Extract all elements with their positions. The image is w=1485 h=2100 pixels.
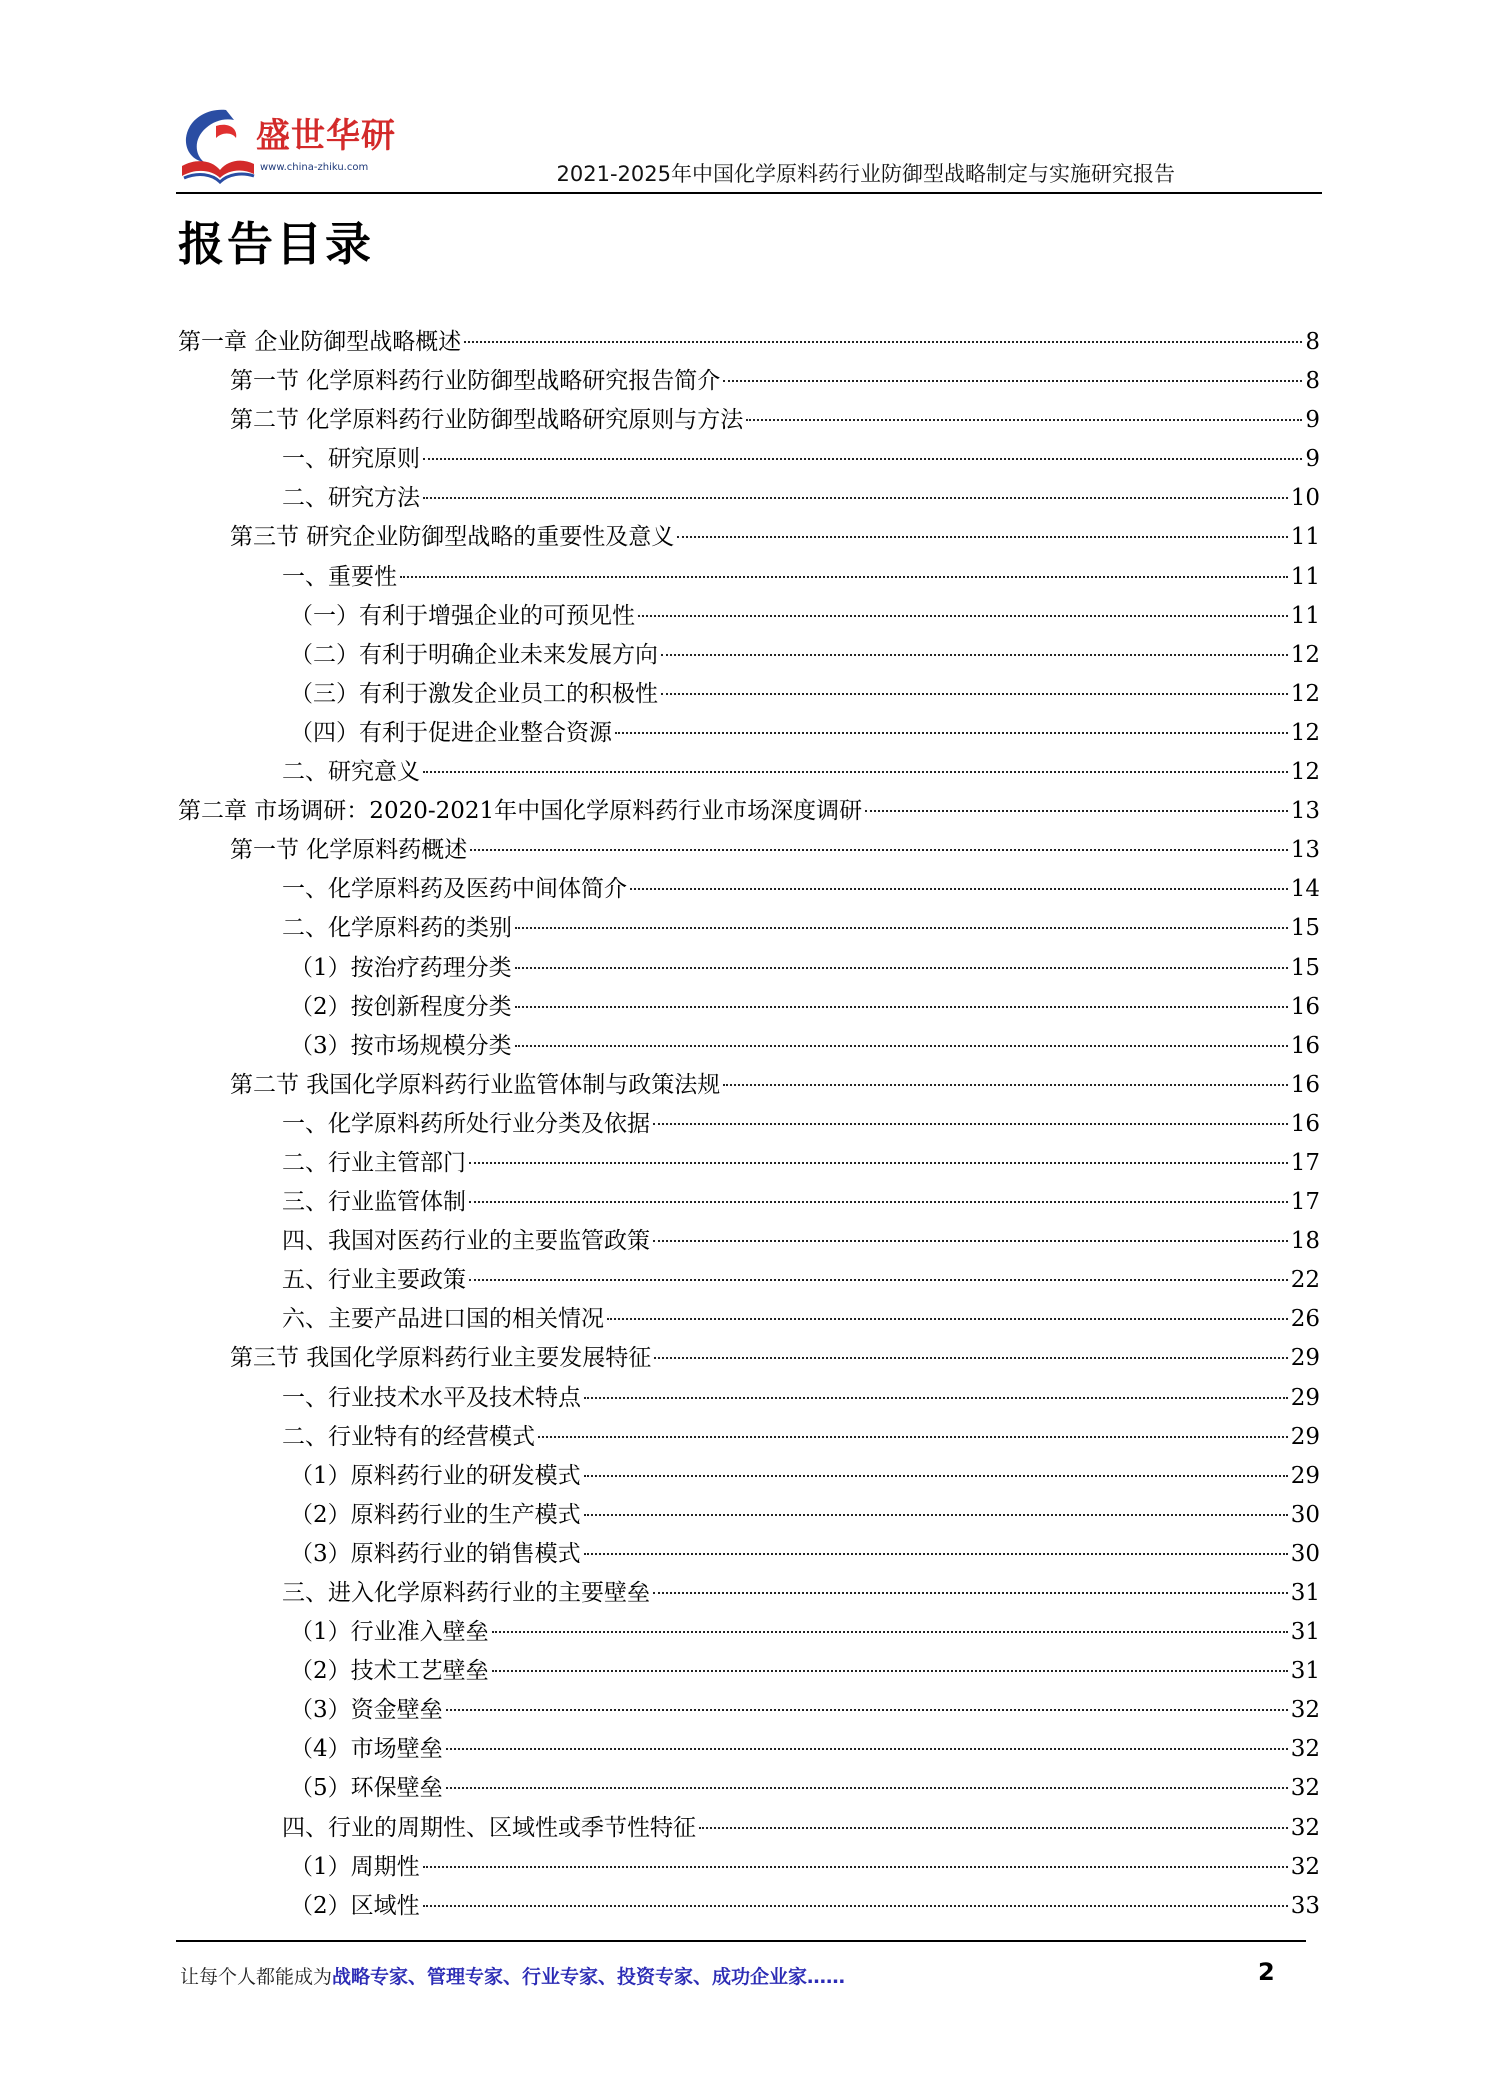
toc-entry-page: 13 bbox=[1290, 837, 1320, 864]
toc-entry-page: 8 bbox=[1305, 368, 1320, 395]
toc-entry-title: （3）按市场规模分类 bbox=[290, 1032, 512, 1059]
toc-entry[interactable] bbox=[178, 949, 1320, 988]
toc-entry-page: 17 bbox=[1290, 1189, 1320, 1216]
toc-dot-leader bbox=[446, 1748, 1288, 1750]
toc-entry-page: 32 bbox=[1290, 1697, 1320, 1724]
toc-entry[interactable] bbox=[178, 792, 1320, 831]
toc-entry-page: 30 bbox=[1290, 1540, 1320, 1567]
toc-entry[interactable] bbox=[178, 753, 1320, 792]
toc-dot-leader bbox=[423, 771, 1288, 773]
toc-dot-leader bbox=[492, 1631, 1288, 1633]
toc-entry-page: 18 bbox=[1290, 1228, 1320, 1255]
toc-entry[interactable] bbox=[178, 1339, 1320, 1378]
toc-entry-title: （1）周期性 bbox=[290, 1853, 420, 1880]
toc-dot-leader bbox=[446, 1709, 1288, 1711]
toc-entry-title: （2）技术工艺壁垒 bbox=[290, 1658, 489, 1685]
toc-dot-leader bbox=[469, 1201, 1288, 1203]
toc-entry-page: 13 bbox=[1290, 798, 1320, 825]
toc-entry-title: 六、主要产品进口国的相关情况 bbox=[282, 1306, 604, 1333]
toc-entry-page: 22 bbox=[1290, 1267, 1320, 1294]
toc-dot-leader bbox=[723, 380, 1302, 382]
toc-dot-leader bbox=[423, 458, 1302, 460]
toc-entry-page: 12 bbox=[1290, 680, 1320, 707]
toc-entry-title: （3）原料药行业的销售模式 bbox=[290, 1540, 581, 1567]
toc-entry[interactable] bbox=[178, 1183, 1320, 1222]
toc-entry[interactable] bbox=[178, 870, 1320, 909]
toc-entry-page: 15 bbox=[1290, 954, 1320, 981]
toc-entry-page: 8 bbox=[1305, 329, 1320, 355]
toc-entry-page: 10 bbox=[1290, 485, 1320, 512]
toc-entry-title: （一）有利于增强企业的可预见性 bbox=[290, 602, 635, 629]
toc-dot-leader bbox=[630, 888, 1288, 890]
logo-name: 盛世华研 bbox=[256, 116, 396, 156]
toc-entry-page: 29 bbox=[1290, 1462, 1320, 1489]
toc-dot-leader bbox=[654, 1357, 1287, 1359]
toc-entry-title: （二）有利于明确企业未来发展方向 bbox=[290, 641, 658, 668]
toc-entry[interactable] bbox=[178, 1027, 1320, 1066]
toc-entry[interactable] bbox=[178, 1300, 1320, 1339]
toc-dot-leader bbox=[699, 1827, 1288, 1829]
toc-entry-page: 32 bbox=[1290, 1853, 1320, 1880]
toc-entry[interactable] bbox=[178, 1066, 1320, 1105]
toc-entry-title: 四、行业的周期性、区域性或季节性特征 bbox=[282, 1814, 696, 1841]
toc-entry-title: 第二章 市场调研：2020-2021年中国化学原料药行业市场深度调研 bbox=[178, 798, 863, 825]
toc-entry[interactable] bbox=[178, 636, 1320, 675]
toc-entry-page: 31 bbox=[1290, 1580, 1320, 1606]
toc-entry[interactable] bbox=[178, 988, 1320, 1027]
toc-entry-title: 第一节 化学原料药概述 bbox=[230, 837, 468, 864]
toc-entry-title: 一、化学原料药所处行业分类及依据 bbox=[282, 1110, 650, 1137]
toc-entry-title: （3）资金壁垒 bbox=[290, 1697, 443, 1724]
toc-entry-title: （2）按创新程度分类 bbox=[290, 993, 512, 1020]
toc-dot-leader bbox=[723, 1084, 1287, 1086]
toc-dot-leader bbox=[423, 1866, 1288, 1868]
toc-entry-title: （4）市场壁垒 bbox=[290, 1736, 443, 1763]
toc-dot-leader bbox=[423, 497, 1288, 499]
toc-entry-title: 四、我国对医药行业的主要监管政策 bbox=[282, 1228, 650, 1255]
toc-dot-leader bbox=[492, 1670, 1288, 1672]
toc-dot-leader bbox=[653, 1592, 1288, 1594]
toc-entry[interactable] bbox=[178, 1496, 1320, 1535]
toc-entry-title: （三）有利于激发企业员工的积极性 bbox=[290, 680, 658, 707]
toc-entry-title: 一、化学原料药及医药中间体简介 bbox=[282, 876, 627, 903]
toc-dot-leader bbox=[400, 576, 1288, 578]
toc-dot-leader bbox=[446, 1787, 1288, 1789]
toc-entry[interactable] bbox=[178, 1418, 1320, 1457]
toc-entry-page: 17 bbox=[1290, 1149, 1320, 1176]
toc-entry-title: 第三节 我国化学原料药行业主要发展特征 bbox=[230, 1345, 652, 1372]
toc-entry-title: 二、研究意义 bbox=[282, 759, 420, 786]
logo-url: www.china-zhiku.com bbox=[260, 162, 369, 173]
toc-dot-leader bbox=[661, 693, 1288, 695]
toc-entry-title: 一、重要性 bbox=[282, 563, 397, 590]
toc-entry-page: 26 bbox=[1290, 1306, 1320, 1333]
report-title: 2021-2025年中国化学原料药行业防御型战略制定与实施研究报告 bbox=[556, 162, 1175, 186]
toc-entry-page: 12 bbox=[1290, 759, 1320, 786]
toc-dot-leader bbox=[470, 849, 1287, 851]
toc-entry-page: 33 bbox=[1290, 1892, 1320, 1919]
toc-dot-leader bbox=[677, 536, 1287, 538]
toc-entry-title: 二、研究方法 bbox=[282, 485, 420, 512]
logo-emblem-icon bbox=[176, 104, 256, 186]
toc-entry[interactable] bbox=[178, 558, 1320, 597]
toc-entry-title: （2）原料药行业的生产模式 bbox=[290, 1501, 581, 1528]
toc-entry-page: 9 bbox=[1305, 407, 1320, 434]
toc-entry[interactable] bbox=[178, 1809, 1320, 1848]
toc-entry-page: 16 bbox=[1290, 1110, 1320, 1137]
toc-entry[interactable] bbox=[178, 362, 1320, 401]
toc-dot-leader bbox=[538, 1436, 1288, 1438]
table-of-contents bbox=[178, 323, 1320, 1926]
page-number: 2 bbox=[1258, 1958, 1275, 1986]
toc-entry-page: 16 bbox=[1290, 1032, 1320, 1059]
toc-dot-leader bbox=[584, 1514, 1288, 1516]
toc-dot-leader bbox=[469, 1279, 1288, 1281]
toc-entry[interactable] bbox=[178, 714, 1320, 753]
toc-entry-title: 一、研究原则 bbox=[282, 446, 420, 473]
toc-entry[interactable] bbox=[178, 1261, 1320, 1300]
toc-entry[interactable] bbox=[178, 909, 1320, 948]
toc-dot-leader bbox=[746, 419, 1302, 421]
toc-entry[interactable] bbox=[178, 1379, 1320, 1418]
toc-entry-page: 11 bbox=[1290, 563, 1320, 590]
toc-entry[interactable] bbox=[178, 1222, 1320, 1261]
toc-entry-title: 第一节 化学原料药行业防御型战略研究报告简介 bbox=[230, 368, 721, 395]
toc-entry[interactable] bbox=[178, 1769, 1320, 1808]
toc-entry-title: 五、行业主要政策 bbox=[282, 1267, 466, 1294]
footer-slogan-roles: 战略专家、管理专家、行业专家、投资专家、成功企业家…… bbox=[332, 1966, 846, 1988]
toc-entry-title: 第一章 企业防御型战略概述 bbox=[178, 329, 462, 355]
toc-entry[interactable] bbox=[178, 1730, 1320, 1769]
toc-entry-title: 二、行业主管部门 bbox=[282, 1149, 466, 1176]
toc-entry-page: 9 bbox=[1305, 446, 1320, 473]
toc-entry-page: 31 bbox=[1290, 1619, 1320, 1646]
header-divider bbox=[176, 192, 1322, 194]
toc-entry[interactable] bbox=[178, 1848, 1320, 1887]
footer-slogan-prefix: 让每个人都能成为 bbox=[180, 1966, 333, 1988]
toc-entry[interactable] bbox=[178, 1887, 1320, 1926]
toc-entry[interactable] bbox=[178, 323, 1320, 362]
page-heading: 报告目录 bbox=[178, 217, 374, 271]
toc-dot-leader bbox=[607, 1318, 1288, 1320]
toc-dot-leader bbox=[584, 1397, 1288, 1399]
footer-divider bbox=[176, 1940, 1306, 1942]
toc-entry-page: 12 bbox=[1290, 719, 1320, 746]
toc-entry-page: 31 bbox=[1290, 1658, 1320, 1685]
toc-entry-page: 32 bbox=[1290, 1814, 1320, 1841]
toc-entry-title: 二、化学原料药的类别 bbox=[282, 915, 512, 942]
toc-entry-title: （2）区域性 bbox=[290, 1892, 420, 1919]
toc-entry-page: 32 bbox=[1290, 1775, 1320, 1802]
toc-entry-title: 二、行业特有的经营模式 bbox=[282, 1423, 535, 1450]
company-logo bbox=[176, 104, 416, 186]
toc-dot-leader bbox=[865, 810, 1288, 812]
toc-entry-page: 29 bbox=[1290, 1423, 1320, 1450]
toc-entry-title: 第三节 研究企业防御型战略的重要性及意义 bbox=[230, 524, 675, 551]
toc-entry-page: 12 bbox=[1290, 641, 1320, 668]
footer-slogan bbox=[180, 1962, 845, 1989]
toc-entry[interactable] bbox=[178, 1535, 1320, 1574]
toc-dot-leader bbox=[464, 341, 1302, 343]
toc-entry-page: 32 bbox=[1290, 1736, 1320, 1763]
toc-dot-leader bbox=[661, 654, 1288, 656]
toc-dot-leader bbox=[653, 1123, 1288, 1125]
toc-entry-page: 14 bbox=[1290, 876, 1320, 903]
toc-entry[interactable] bbox=[178, 597, 1320, 636]
toc-dot-leader bbox=[469, 1162, 1288, 1164]
toc-entry-page: 15 bbox=[1290, 915, 1320, 942]
toc-entry[interactable] bbox=[178, 1574, 1320, 1613]
toc-entry-title: 一、行业技术水平及技术特点 bbox=[282, 1384, 581, 1411]
toc-dot-leader bbox=[584, 1553, 1288, 1555]
toc-dot-leader bbox=[515, 967, 1288, 969]
toc-entry[interactable] bbox=[178, 1691, 1320, 1730]
toc-entry-title: 第二节 我国化学原料药行业监管体制与政策法规 bbox=[230, 1071, 721, 1098]
toc-entry[interactable] bbox=[178, 1652, 1320, 1691]
toc-entry[interactable] bbox=[178, 1457, 1320, 1496]
toc-dot-leader bbox=[423, 1905, 1288, 1907]
toc-dot-leader bbox=[653, 1240, 1288, 1242]
toc-entry-title: 三、进入化学原料药行业的主要壁垒 bbox=[282, 1580, 650, 1606]
toc-entry-page: 16 bbox=[1290, 1071, 1320, 1098]
toc-dot-leader bbox=[615, 732, 1288, 734]
toc-entry-title: （1）按治疗药理分类 bbox=[290, 954, 512, 981]
toc-entry[interactable] bbox=[178, 1105, 1320, 1144]
toc-entry[interactable] bbox=[178, 831, 1320, 870]
toc-entry-title: （1）行业准入壁垒 bbox=[290, 1619, 489, 1646]
toc-entry-page: 11 bbox=[1290, 524, 1320, 551]
toc-entry[interactable] bbox=[178, 479, 1320, 518]
toc-dot-leader bbox=[515, 1006, 1288, 1008]
toc-dot-leader bbox=[515, 1045, 1288, 1047]
toc-entry-page: 29 bbox=[1290, 1384, 1320, 1411]
toc-entry-title: 三、行业监管体制 bbox=[282, 1189, 466, 1216]
toc-entry[interactable] bbox=[178, 440, 1320, 479]
toc-entry-title: （四）有利于促进企业整合资源 bbox=[290, 719, 612, 746]
toc-entry[interactable] bbox=[178, 518, 1320, 557]
toc-entry-page: 16 bbox=[1290, 993, 1320, 1020]
toc-entry-page: 29 bbox=[1290, 1345, 1320, 1372]
toc-entry-title: 第二节 化学原料药行业防御型战略研究原则与方法 bbox=[230, 407, 744, 434]
toc-entry[interactable] bbox=[178, 675, 1320, 714]
toc-entry-page: 11 bbox=[1290, 602, 1320, 629]
toc-entry-title: （1）原料药行业的研发模式 bbox=[290, 1462, 581, 1489]
toc-entry[interactable] bbox=[178, 1144, 1320, 1183]
toc-entry[interactable] bbox=[178, 1613, 1320, 1652]
toc-entry-title: （5）环保壁垒 bbox=[290, 1775, 443, 1802]
toc-dot-leader bbox=[515, 927, 1288, 929]
toc-entry-page: 30 bbox=[1290, 1501, 1320, 1528]
toc-dot-leader bbox=[584, 1475, 1288, 1477]
toc-dot-leader bbox=[638, 615, 1288, 617]
toc-entry[interactable] bbox=[178, 401, 1320, 440]
